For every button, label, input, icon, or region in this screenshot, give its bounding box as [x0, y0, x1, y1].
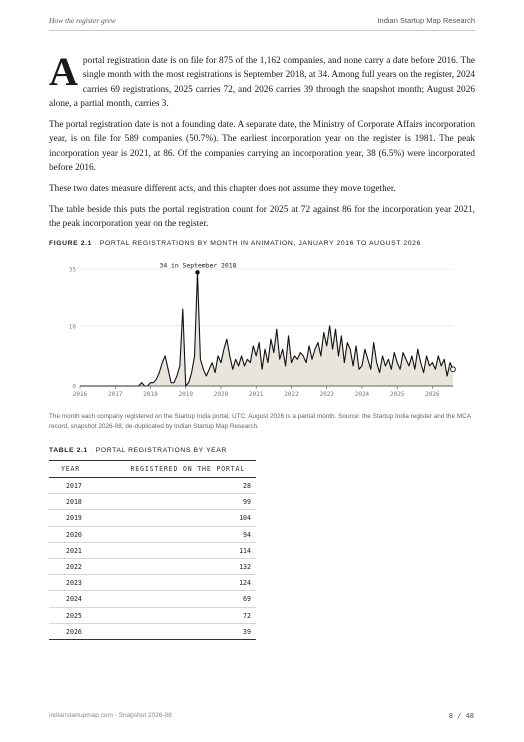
table-row [49, 624, 256, 640]
table-cell-registered: 39 [243, 627, 251, 636]
x-tick-label: 2024 [354, 391, 370, 398]
column-header-year: YEAR [61, 465, 81, 473]
x-tick-label: 2026 [425, 391, 440, 398]
table-cell-registered: 94 [243, 530, 251, 539]
table-cell-registered: 28 [243, 482, 251, 490]
table-cell-year: 2026 [66, 627, 82, 636]
drop-cap: A [49, 49, 78, 94]
peak-annotation: 34 in September 2018 [159, 261, 237, 270]
table-cell-registered: 132 [239, 562, 251, 571]
x-tick-label: 2025 [389, 391, 405, 398]
table-cell-year: 2021 [66, 546, 82, 555]
paragraph-1-text: portal registration date is on file for 875 of the 1,162 companies, and none carry a date before 2016. The single month with the most registrations is September 2018, at 34. Among full years on the register, 2024 carries 69 registrations, 2025 carries 72, and 2026 carries 39 through the snapshot month; August 2026 alone, a partial month, carries 3. [49, 56, 475, 109]
registrations-area [80, 272, 453, 386]
figure-source-note: The month each company registered on the Startup India portal, UTC. August 2026 is a partial month. Source: the Startup India register and the MCA record, snapshot 2026-08, de-duplicated by Indian Startup Map Research. [49, 413, 471, 430]
paragraph-3: These two dates measure different acts, and this chapter does not assume they move together. [49, 184, 396, 194]
table-row [49, 494, 256, 510]
table-cell-year: 2024 [66, 595, 82, 604]
current-page: 8 [448, 712, 453, 720]
figure-label: FIGURE 2.1 [49, 240, 93, 247]
total-pages: 48 [465, 712, 474, 720]
table-header [49, 460, 256, 478]
table-row [49, 478, 256, 494]
paragraph-4: The table beside this puts the portal registration count for 2025 at 72 against 86 for the incorporation year 2021, the peak incorporation year on the register. [49, 205, 475, 230]
y-tick-label: 18 [68, 323, 76, 331]
x-tick-label: 2020 [213, 391, 229, 398]
page-separator: / [457, 712, 462, 720]
x-tick-label: 2019 [178, 391, 193, 398]
table-row [49, 527, 256, 543]
x-tick-label: 2016 [72, 391, 88, 398]
table-row [49, 559, 256, 575]
table-row [49, 608, 256, 624]
figure-title: PORTAL REGISTRATIONS BY MONTH IN ANIMATION, JANUARY 2016 TO AUGUST 2026 [99, 240, 421, 247]
table-cell-registered: 72 [243, 611, 251, 620]
figure-separator: · [94, 240, 98, 247]
table-cell-registered: 69 [243, 595, 251, 604]
table-cell-registered: 124 [239, 579, 251, 588]
table-cell-year: 2019 [66, 514, 82, 523]
paragraph-1 [49, 49, 475, 111]
header-rule [49, 30, 475, 31]
page-header [49, 16, 475, 30]
table-title: PORTAL REGISTRATIONS BY YEAR [95, 447, 227, 454]
table-row [49, 575, 256, 591]
partial-month-marker [451, 367, 456, 372]
figure-caption [49, 240, 421, 247]
running-title: How the register grew [49, 16, 116, 25]
x-tick-label: 2022 [284, 391, 299, 398]
publication-name: Indian Startup Map Research [377, 16, 475, 25]
table-separator: · [90, 447, 94, 454]
registrations-table [49, 460, 256, 640]
page-number [449, 712, 474, 720]
footer-site: indianstartupmap.com · Snapshot 2026-08 [49, 712, 172, 719]
table-cell-year: 2023 [66, 579, 82, 588]
table-row [49, 591, 256, 607]
y-tick-label: 0 [72, 383, 76, 391]
x-tick-label: 2017 [108, 391, 123, 398]
y-tick-label: 35 [68, 266, 76, 274]
table-cell-year: 2020 [66, 530, 82, 539]
registrations-chart [49, 253, 459, 403]
paragraph-2: The portal registration date is not a founding date. A separate date, the Ministry of Corporate Affairs incorporation year, is on file for 589 companies (50.7%). The earliest incorporation year on the register is 1981. The peak incorporation year is 2021, at 86. Of the companies carrying an incorporation year, 38 (6.5%) were incorporated before 2016. [49, 120, 475, 173]
table-cell-year: 2017 [66, 482, 82, 490]
peak-marker [195, 270, 199, 274]
table-cell-registered: 99 [243, 498, 251, 507]
table-cell-year: 2025 [66, 611, 82, 620]
column-header-registered: REGISTERED ON THE PORTAL [130, 465, 245, 473]
x-tick-label: 2018 [143, 391, 158, 398]
table-label: TABLE 2.1 [49, 447, 88, 454]
table-cell-year: 2022 [66, 562, 82, 571]
x-tick-label: 2023 [319, 391, 334, 398]
table-cell-year: 2018 [66, 498, 82, 507]
table-cell-registered: 104 [239, 514, 251, 523]
table-row [49, 543, 256, 559]
table-cell-registered: 114 [239, 546, 251, 555]
table-caption [49, 447, 227, 454]
x-tick-label: 2021 [248, 391, 264, 398]
table-row [49, 510, 256, 526]
